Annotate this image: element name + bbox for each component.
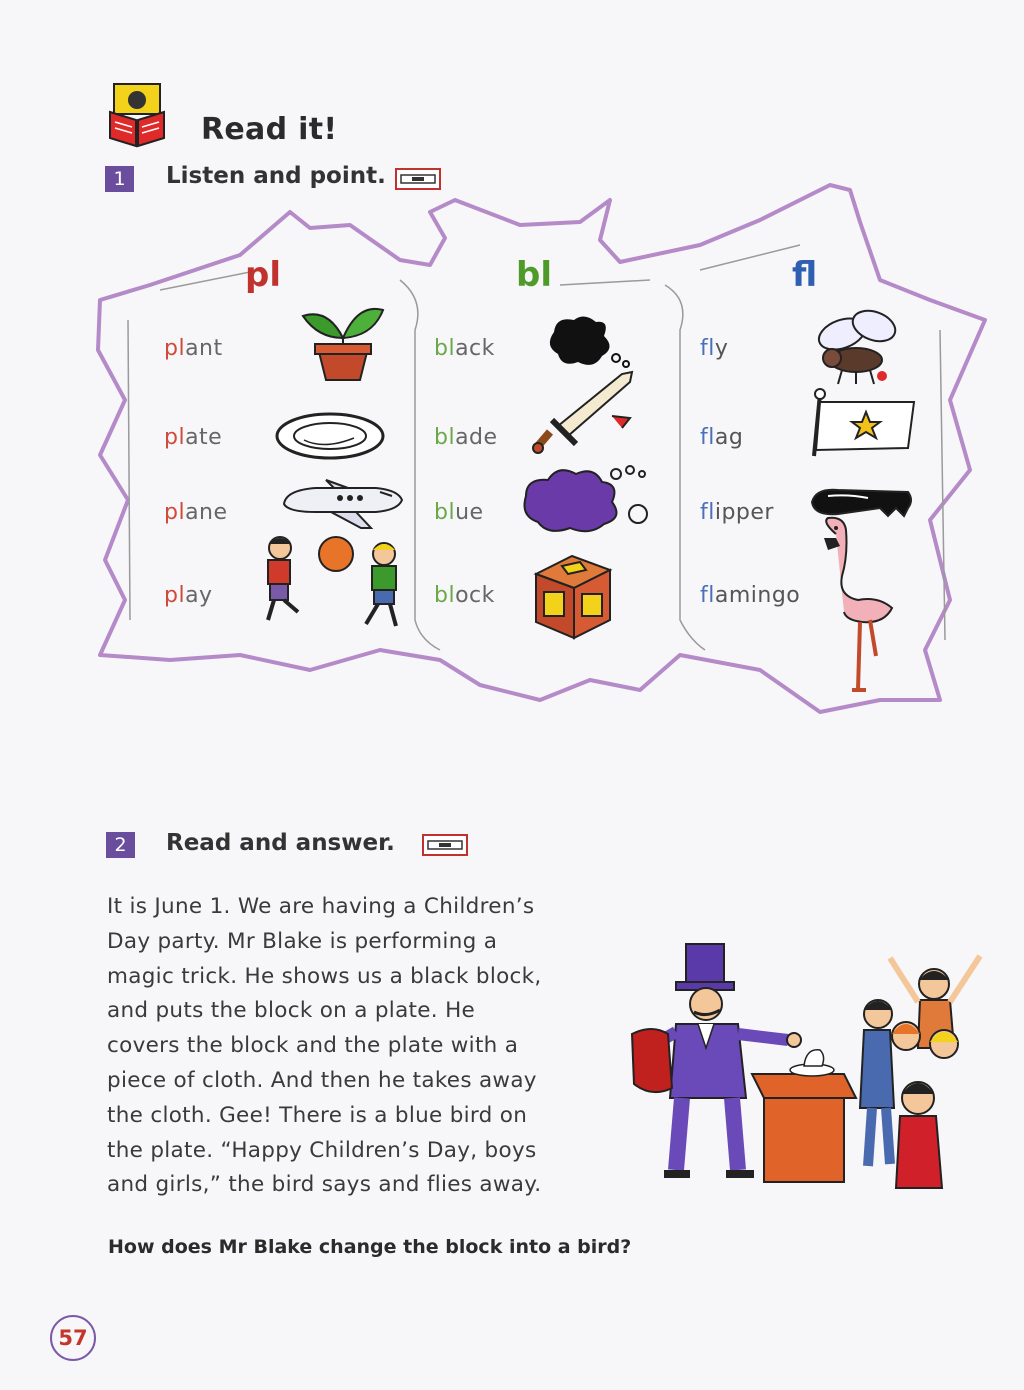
word-black: black (434, 336, 495, 361)
word-plant: plant (164, 336, 223, 361)
passage-line: Day party. Mr Blake is performing a (107, 928, 498, 954)
passage-line: magic trick. He shows us a black block, (107, 963, 542, 989)
toy-block-icon (528, 550, 618, 642)
sword-blade-icon (532, 368, 636, 454)
word-fly: fly (700, 336, 729, 361)
passage-line: covers the block and the plate with a (107, 1033, 519, 1059)
word-blade: blade (434, 425, 498, 450)
activity-number-2: 2 (106, 832, 135, 858)
comprehension-question: How does Mr Blake change the block into a bird? (108, 1236, 632, 1258)
word-play: play (164, 583, 213, 608)
word-flipper: flipper (700, 500, 774, 525)
magician-scene-illustration (628, 938, 998, 1218)
flipper-icon (808, 486, 916, 520)
word-blue: blue (434, 500, 484, 525)
plant-icon (298, 298, 388, 382)
passage-line: piece of cloth. And then he takes away (107, 1067, 537, 1093)
reading-passage (107, 890, 617, 1203)
blue-ink-splat-icon (520, 462, 652, 536)
plane-icon (276, 470, 406, 532)
column-head-fl: fl (792, 255, 818, 295)
word-plane: plane (164, 500, 228, 525)
flamingo-icon (818, 516, 900, 692)
activity-2-instruction: Read and answer. (166, 830, 395, 856)
cassette-tape-icon[interactable] (422, 834, 468, 856)
passage-line: the plate. “Happy Children’s Day, boys (107, 1137, 537, 1163)
column-head-bl: bl (516, 255, 552, 295)
passage-line: the cloth. Gee! There is a blue bird on (107, 1102, 528, 1128)
black-ink-splat-icon (544, 312, 634, 374)
plate-icon (274, 410, 386, 462)
page-number: 57 (50, 1315, 96, 1361)
activity-1-instruction: Listen and point. (166, 163, 386, 189)
word-flamingo: flamingo (700, 583, 801, 608)
word-flag: flag (700, 425, 744, 450)
passage-line: It is June 1. We are having a Children’s (107, 894, 535, 919)
activity-number-1: 1 (105, 166, 134, 192)
column-head-pl: pl (245, 255, 281, 295)
fly-icon (812, 304, 900, 386)
passage-line: and puts the block on a plate. He (107, 998, 476, 1024)
passage-line: and girls,” the bird says and flies away. (107, 1172, 542, 1198)
word-plate: plate (164, 425, 223, 450)
section-title: Read it! (201, 112, 338, 147)
children-playing-ball-icon (258, 532, 408, 632)
word-block: block (434, 583, 495, 608)
flag-icon (810, 388, 920, 458)
